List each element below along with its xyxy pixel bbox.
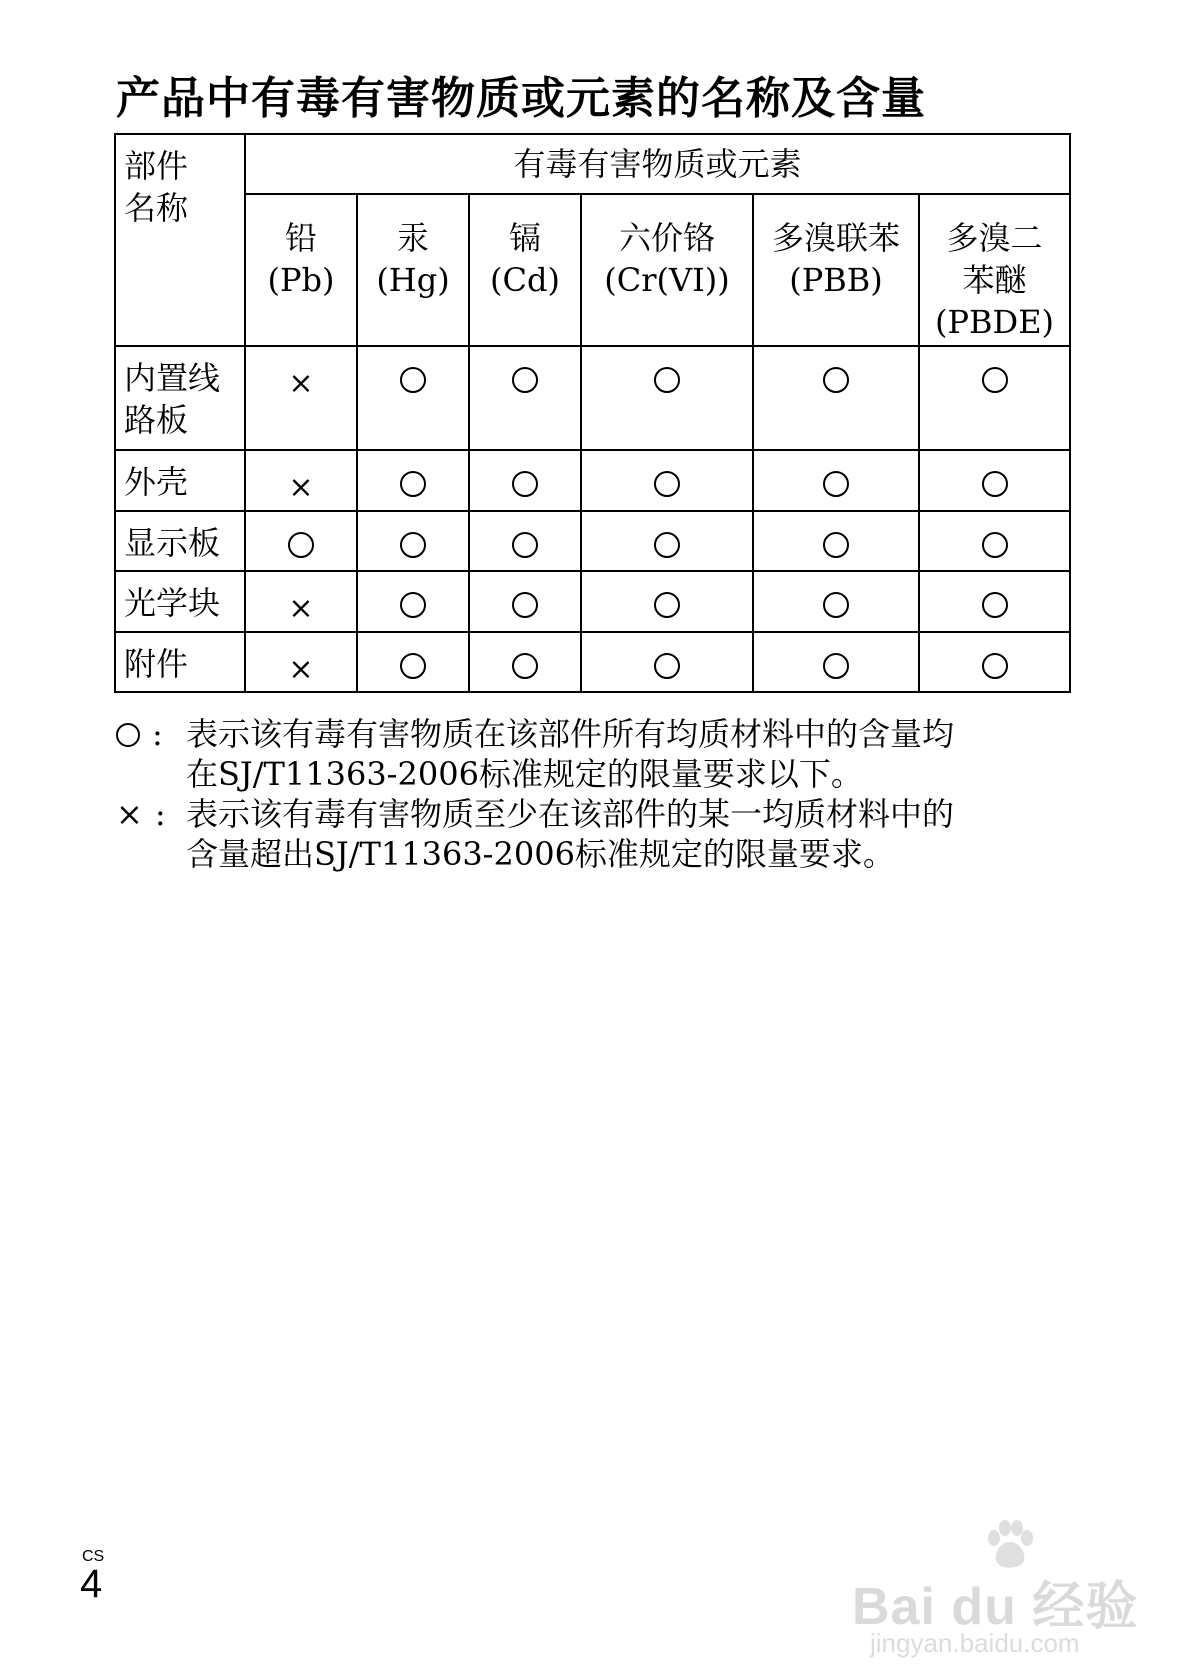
mark-cell xyxy=(469,511,581,571)
page-language-code: CS xyxy=(82,1548,105,1565)
mark-cell xyxy=(469,346,581,451)
mark-cell xyxy=(581,346,753,451)
cross-icon: × xyxy=(288,591,314,627)
mark-cell xyxy=(469,450,581,510)
circle-icon xyxy=(512,471,538,497)
mark-cell xyxy=(357,511,469,571)
legend xyxy=(116,714,1076,874)
legend-text: 表示该有毒有害物质至少在该部件的某一均质材料中的 xyxy=(186,795,955,833)
cross-icon: × xyxy=(116,795,143,833)
circle-icon xyxy=(400,367,426,393)
substance-symbol: (Pb) xyxy=(267,261,335,300)
circle-icon xyxy=(982,532,1008,558)
circle-icon xyxy=(654,532,680,558)
circle-icon xyxy=(823,532,849,558)
part-name-line: 路板 xyxy=(124,400,189,439)
part-name-cell xyxy=(115,632,245,692)
circle-icon xyxy=(982,592,1008,618)
circle-icon xyxy=(823,471,849,497)
circle-icon xyxy=(400,532,426,558)
mark-cell xyxy=(581,450,753,510)
legend-item-cross xyxy=(116,794,1076,874)
circle-icon xyxy=(823,367,849,393)
mark-cell xyxy=(581,632,753,692)
substance-symbol: (Cr(VI)) xyxy=(604,261,730,300)
circle-icon xyxy=(512,653,538,679)
circle-icon xyxy=(288,532,314,558)
circle-icon xyxy=(512,532,538,558)
cross-icon: × xyxy=(288,365,314,401)
part-name-cell xyxy=(115,511,245,571)
part-name-line: 外壳 xyxy=(124,463,189,502)
part-header-line: 名称 xyxy=(124,189,189,227)
part-name-line: 光学块 xyxy=(124,584,221,623)
circle-icon xyxy=(982,367,1008,393)
part-name-cell xyxy=(115,450,245,510)
substance-header-lead xyxy=(245,194,357,345)
substance-name: 铅 xyxy=(284,219,317,258)
page-title: 产品中有毒有害物质或元素的名称及含量 xyxy=(116,73,926,124)
circle-icon xyxy=(982,471,1008,497)
mark-cell xyxy=(357,571,469,631)
table-row xyxy=(115,511,1070,571)
mark-cell xyxy=(357,346,469,451)
substance-header-pbb xyxy=(753,194,919,345)
substance-header-cadmium xyxy=(469,194,581,345)
mark-cell xyxy=(245,346,357,451)
substance-name: 镉 xyxy=(508,219,541,258)
circle-icon xyxy=(823,592,849,618)
substance-header-chromium xyxy=(581,194,753,345)
substance-name: 多溴二 xyxy=(946,219,1043,258)
part-name-line: 内置线 xyxy=(124,358,221,397)
legend-text: 在SJ/T11363-2006标准规定的限量要求以下。 xyxy=(186,755,863,793)
circle-icon xyxy=(654,592,680,618)
paw-icon xyxy=(984,1520,1036,1570)
table-row xyxy=(115,632,1070,692)
substance-symbol: (PBDE) xyxy=(935,303,1055,342)
mark-cell xyxy=(245,511,357,571)
mark-cell xyxy=(357,450,469,510)
mark-cell xyxy=(753,632,919,692)
circle-icon xyxy=(982,653,1008,679)
part-name-cell xyxy=(115,346,245,451)
mark-cell xyxy=(753,511,919,571)
mark-cell xyxy=(753,346,919,451)
circle-icon xyxy=(654,653,680,679)
mark-cell xyxy=(919,346,1070,451)
circle-icon xyxy=(400,471,426,497)
substance-name: 苯醚 xyxy=(962,261,1027,300)
table-row xyxy=(115,571,1070,631)
substance-table xyxy=(114,133,1071,693)
mark-cell xyxy=(753,450,919,510)
mark-cell xyxy=(919,450,1070,510)
mark-cell xyxy=(919,571,1070,631)
circle-icon xyxy=(654,471,680,497)
legend-item-circle xyxy=(116,714,1076,794)
cross-icon: × xyxy=(288,651,314,687)
substance-symbol: (Hg) xyxy=(376,261,450,300)
mark-cell xyxy=(581,571,753,631)
mark-cell xyxy=(753,571,919,631)
substance-name: 六价铬 xyxy=(618,219,715,258)
cross-icon: × xyxy=(288,470,314,506)
watermark-brand: Bai du 经验 xyxy=(852,1578,1139,1636)
part-name-cell xyxy=(115,571,245,631)
mark-cell xyxy=(919,632,1070,692)
legend-symbol: : xyxy=(116,714,176,754)
mark-cell xyxy=(469,632,581,692)
substance-name: 多溴联苯 xyxy=(771,219,900,258)
mark-cell xyxy=(357,632,469,692)
table-row xyxy=(115,450,1070,510)
part-header-cell xyxy=(115,134,245,346)
circle-icon xyxy=(116,723,140,747)
table-row xyxy=(115,346,1070,451)
watermark-url: jingyan.baidu.com xyxy=(870,1628,1080,1658)
legend-text: 表示该有毒有害物质在该部件所有均质材料中的含量均 xyxy=(186,715,955,753)
substance-header-mercury xyxy=(357,194,469,345)
mark-cell xyxy=(919,511,1070,571)
legend-text: 含量超出SJ/T11363-2006标准规定的限量要求。 xyxy=(186,835,895,873)
mark-cell xyxy=(581,511,753,571)
part-name-line: 附件 xyxy=(124,644,189,683)
circle-icon xyxy=(654,367,680,393)
substance-name: 汞 xyxy=(396,219,429,258)
substance-group-header: 有毒有害物质或元素 xyxy=(245,134,1070,194)
part-header-line: 部件 xyxy=(124,147,189,185)
part-name-line: 显示板 xyxy=(124,523,221,562)
circle-icon xyxy=(400,653,426,679)
circle-icon xyxy=(512,367,538,393)
page-number: 4 xyxy=(80,1562,103,1606)
circle-icon xyxy=(400,592,426,618)
legend-symbol: × : xyxy=(116,795,166,833)
watermark xyxy=(852,1520,1152,1660)
mark-cell xyxy=(469,571,581,631)
substance-symbol: (PBB) xyxy=(789,261,883,300)
mark-cell xyxy=(245,571,357,631)
circle-icon xyxy=(823,653,849,679)
circle-icon xyxy=(512,592,538,618)
substance-header-pbde xyxy=(919,194,1070,345)
mark-cell xyxy=(245,450,357,510)
mark-cell xyxy=(245,632,357,692)
substance-symbol: (Cd) xyxy=(490,261,560,300)
